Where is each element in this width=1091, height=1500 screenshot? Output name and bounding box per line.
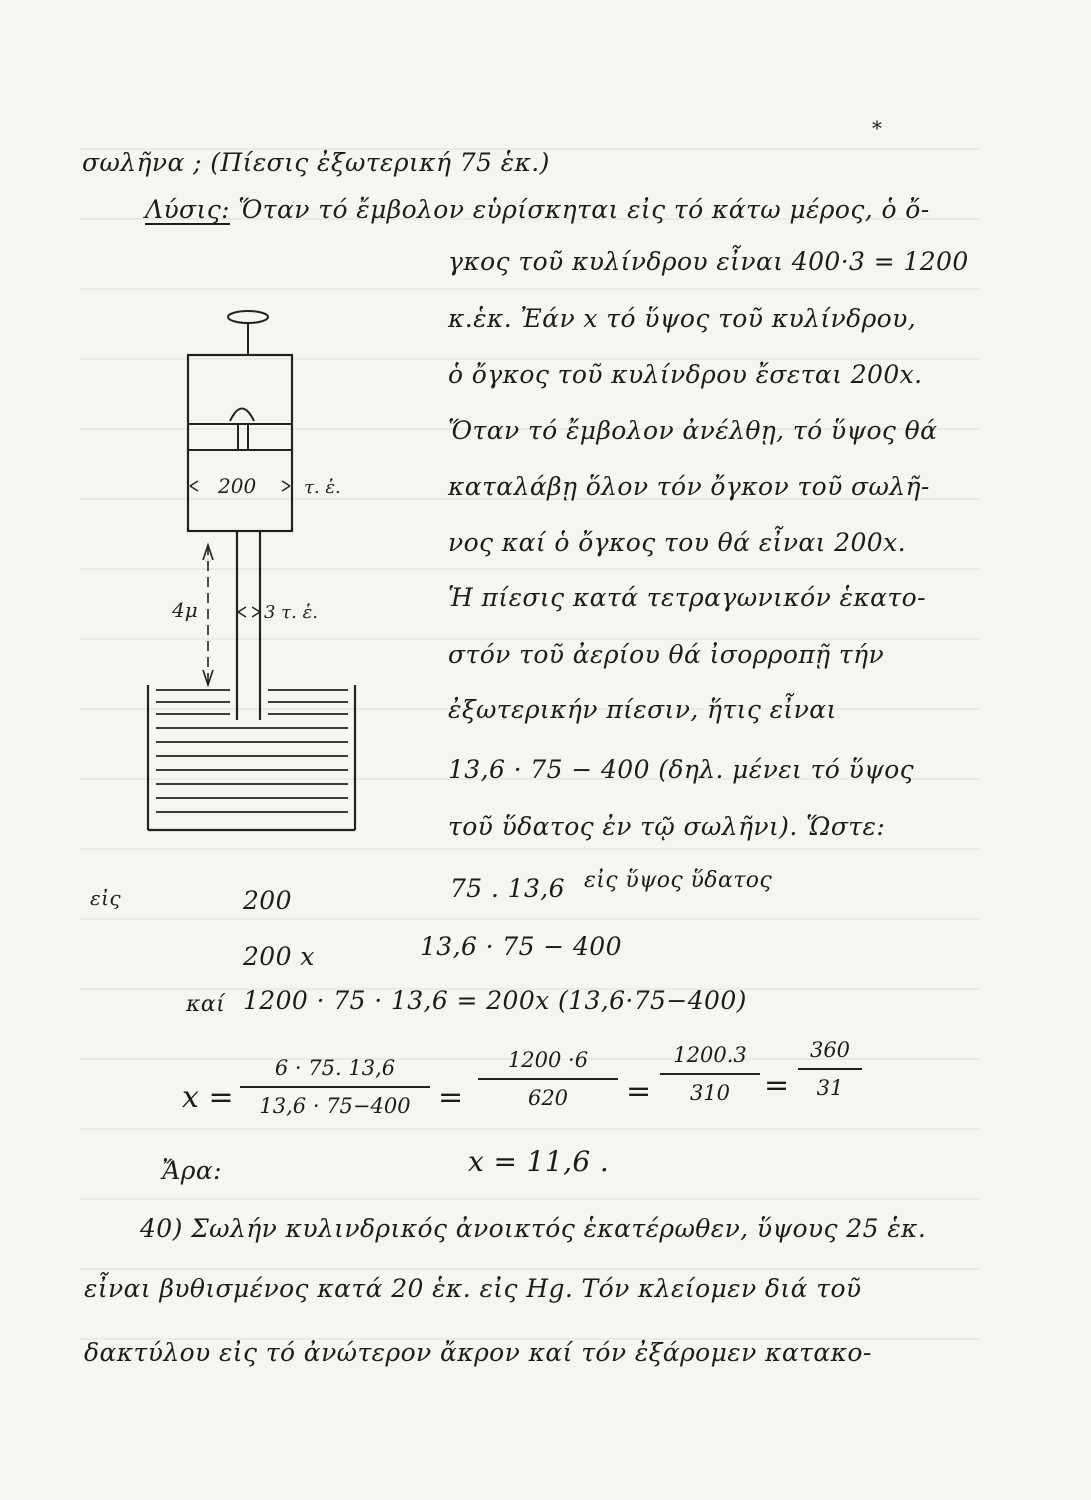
text-line-6: Ὅταν τό ἔμβολον ἀνέλθῃ, τό ὕψος θά [448, 416, 938, 445]
diagram-label-4m: 4μ [172, 598, 198, 622]
equation-label-kai: καί [186, 992, 226, 1017]
fraction-3 [660, 1043, 760, 1105]
text-line-5: ὁ ὄγκος τοῦ κυλίνδρου ἔσεται 200x. [448, 360, 923, 389]
text-line-12: 13,6 · 75 − 400 (δηλ. μένει τό ὕψος [448, 755, 915, 784]
fraction-4-bar [798, 1068, 862, 1070]
diagram-label-3cm2: 3 τ. ἑ. [264, 602, 318, 623]
result-label: Ἄρα: [162, 1156, 222, 1185]
text-line-11: ἐξωτερικήν πίεσιν, ἥτις εἶναι [448, 695, 837, 724]
text-line-10: στόν τοῦ ἀερίου θά ἰσορροπῇ τήν [448, 640, 885, 669]
lower-tube [237, 531, 260, 720]
height-dimension-arrow [203, 545, 213, 685]
fraction-4-denominator: 31 [816, 1076, 844, 1100]
proportion-75x13-6: 75 . 13,6 [450, 874, 565, 903]
equation-main: 1200 · 75 · 13,6 = 200x (13,6·75−400) [243, 986, 747, 1015]
proportion-200: 200 [243, 886, 292, 915]
proportion-pressure: 13,6 · 75 − 400 [420, 932, 622, 961]
solution-heading: Λύσις: [145, 195, 230, 224]
width-arrows [190, 481, 290, 617]
piston-knob [228, 311, 268, 355]
fraction-1-numerator: 6 · 75. 13,6 [274, 1056, 396, 1080]
container [148, 685, 355, 830]
proportion-label-eis: εἰς [90, 886, 121, 910]
formula-equals-2: = [626, 1074, 652, 1109]
formula-lhs: x = [182, 1080, 234, 1115]
text-line-13: τοῦ ὕδατος ἐν τῷ σωλῆνι). Ὥστε: [448, 812, 886, 841]
fraction-2-denominator: 620 [527, 1086, 569, 1110]
fraction-3-numerator: 1200.3 [673, 1043, 747, 1067]
problem-40-line-2: εἶναι βυθισμένος κατά 20 ἑκ. εἰς Hg. Τόν κλείομεν διά τοῦ [84, 1274, 862, 1303]
fraction-3-denominator: 310 [689, 1081, 731, 1105]
text-line-3: γκος τοῦ κυλίνδρου εἶναι 400·3 = 1200 [448, 247, 969, 276]
fraction-2-bar [478, 1078, 618, 1080]
cylinder [188, 355, 292, 531]
fraction-3-bar [660, 1073, 760, 1075]
text-line-1: σωλῆνα ; (Πίεσις ἐξωτερική 75 ἑκ.) [82, 148, 550, 177]
text-line-9: Ἡ πίεσις κατά τετραγωνικόν ἑκατο- [448, 583, 926, 612]
fraction-4 [798, 1038, 862, 1100]
water-hatching [156, 690, 348, 812]
fraction-4-numerator: 360 [809, 1038, 851, 1062]
proportion-water-height: εἰς ὕψος ὕδατος [584, 868, 773, 893]
page-mark: * [872, 116, 883, 140]
proportion-200x: 200 x [243, 942, 315, 971]
text-line-7: καταλάβῃ ὅλον τόν ὄγκον τοῦ σωλῆ- [448, 472, 930, 501]
fraction-2-numerator: 1200 ·6 [507, 1048, 589, 1072]
pump-diagram [130, 300, 510, 860]
fraction-2 [478, 1048, 618, 1110]
fraction-1-denominator: 13,6 · 75−400 [259, 1094, 411, 1118]
diagram-label-cm2-top: τ. ἑ. [304, 477, 341, 498]
problem-40-line-1: 40) Σωλήν κυλινδρικός ἀνοικτός ἑκατέρωθεν, ὕψους 25 ἑκ. [140, 1214, 927, 1243]
text-line-2 [145, 197, 930, 222]
formula-equals-1: = [438, 1080, 464, 1115]
text-line-4: κ.ἑκ. Ἐάν x τό ὕψος τοῦ κυλίνδρου, [448, 304, 917, 333]
diagram-label-200: 200 [218, 474, 257, 498]
result-value: x = 11,6 . [468, 1145, 610, 1178]
text-line-8: νος καί ὁ ὄγκος του θά εἶναι 200x. [448, 528, 906, 557]
problem-40-line-3: δακτύλου εἰς τό ἀνώτερον ἄκρον καί τόν ἐξάρομεν κατακο- [84, 1338, 872, 1367]
piston [188, 409, 292, 451]
fraction-1 [240, 1056, 430, 1118]
formula-equals-3: = [764, 1068, 790, 1103]
text-line-2-rest: Ὅταν τό ἔμβολον εὑρίσκηται εἰς τό κάτω μέρος, ὁ ὄ- [229, 195, 930, 224]
fraction-1-bar [240, 1086, 430, 1088]
